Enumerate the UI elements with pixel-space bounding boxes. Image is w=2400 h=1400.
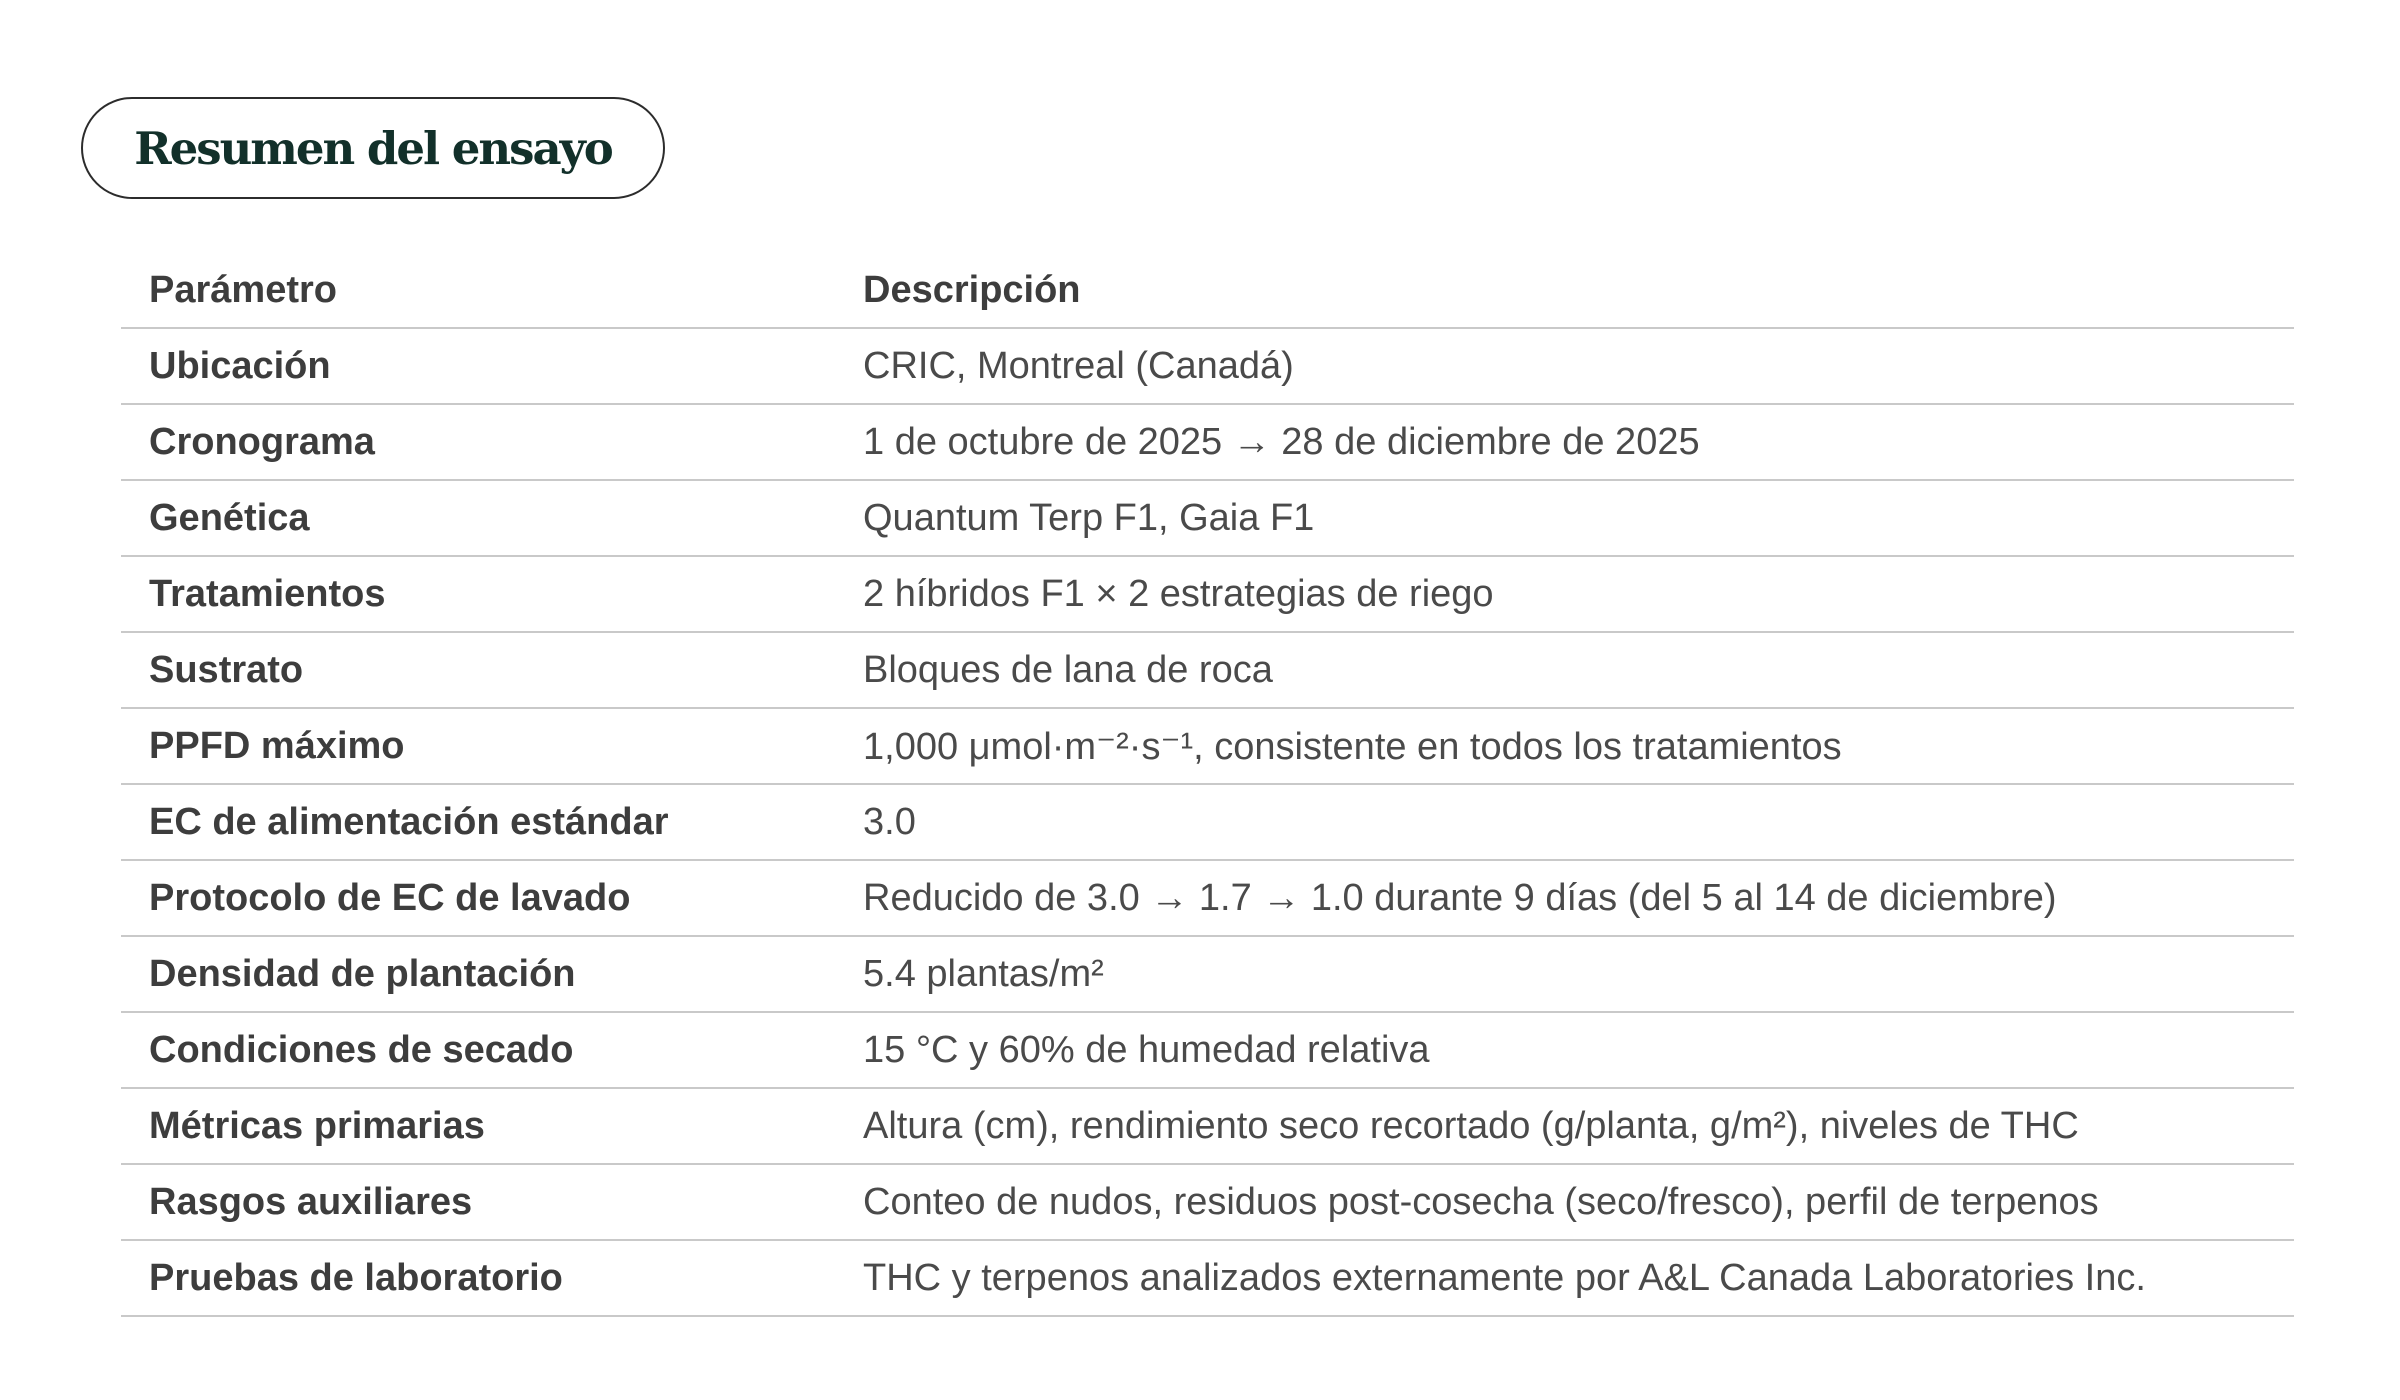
- table-row: [121, 709, 2294, 785]
- page-title: Resumen del ensayo: [134, 121, 612, 175]
- table-row: [121, 1089, 2294, 1165]
- description-cell: CRIC, Montreal (Canadá): [863, 344, 1294, 387]
- parameter-cell: Ubicación: [149, 344, 331, 387]
- description-cell: 5.4 plantas/m²: [863, 952, 1104, 995]
- table-row: [121, 557, 2294, 633]
- description-cell: THC y terpenos analizados externamente por A&L Canada Laboratories Inc.: [863, 1256, 2146, 1299]
- parameter-cell: Pruebas de laboratorio: [149, 1256, 563, 1299]
- description-cell: 15 °C y 60% de humedad relativa: [863, 1028, 1430, 1071]
- parameter-cell: Métricas primarias: [149, 1104, 485, 1147]
- parameter-cell: Genética: [149, 496, 310, 539]
- parameter-cell: EC de alimentación estándar: [149, 800, 669, 843]
- table-row: [121, 405, 2294, 481]
- table-row: [121, 861, 2294, 937]
- parameter-cell: Protocolo de EC de lavado: [149, 876, 631, 919]
- trial-summary-table: [121, 253, 2294, 1317]
- description-cell: 1 de octubre de 2025 → 28 de diciembre de 2025: [863, 420, 1700, 463]
- table-row: [121, 329, 2294, 405]
- parameter-cell: Tratamientos: [149, 572, 386, 615]
- parameter-cell: Densidad de plantación: [149, 952, 576, 995]
- description-cell: Quantum Terp F1, Gaia F1: [863, 496, 1315, 539]
- parameter-cell: Rasgos auxiliares: [149, 1180, 473, 1223]
- description-cell: Conteo de nudos, residuos post-cosecha (seco/fresco), perfil de terpenos: [863, 1180, 2099, 1223]
- description-cell: 1,000 μmol·m⁻²·s⁻¹, consistente en todos los tratamientos: [863, 725, 1842, 768]
- parameter-cell: Condiciones de secado: [149, 1028, 574, 1071]
- description-cell: Bloques de lana de roca: [863, 648, 1273, 691]
- description-cell: Altura (cm), rendimiento seco recortado (g/planta, g/m²), niveles de THC: [863, 1104, 2079, 1147]
- table-row: [121, 785, 2294, 861]
- table-row: [121, 481, 2294, 557]
- column-header-description: Descripción: [863, 268, 1081, 311]
- table-row: [121, 1165, 2294, 1241]
- table-row: [121, 633, 2294, 709]
- parameter-cell: Sustrato: [149, 648, 304, 691]
- description-cell: 2 híbridos F1 × 2 estrategias de riego: [863, 572, 1494, 615]
- description-cell: 3.0: [863, 800, 916, 843]
- description-cell: Reducido de 3.0 → 1.7 → 1.0 durante 9 días (del 5 al 14 de diciembre): [863, 876, 2057, 919]
- table-row: [121, 1013, 2294, 1089]
- parameter-cell: Cronograma: [149, 420, 375, 463]
- table-row: [121, 937, 2294, 1013]
- section-title-pill: [81, 97, 665, 199]
- parameter-cell: PPFD máximo: [149, 724, 405, 767]
- column-header-parameter: Parámetro: [149, 268, 337, 311]
- table-header-row: [121, 253, 2294, 329]
- table-row: [121, 1241, 2294, 1317]
